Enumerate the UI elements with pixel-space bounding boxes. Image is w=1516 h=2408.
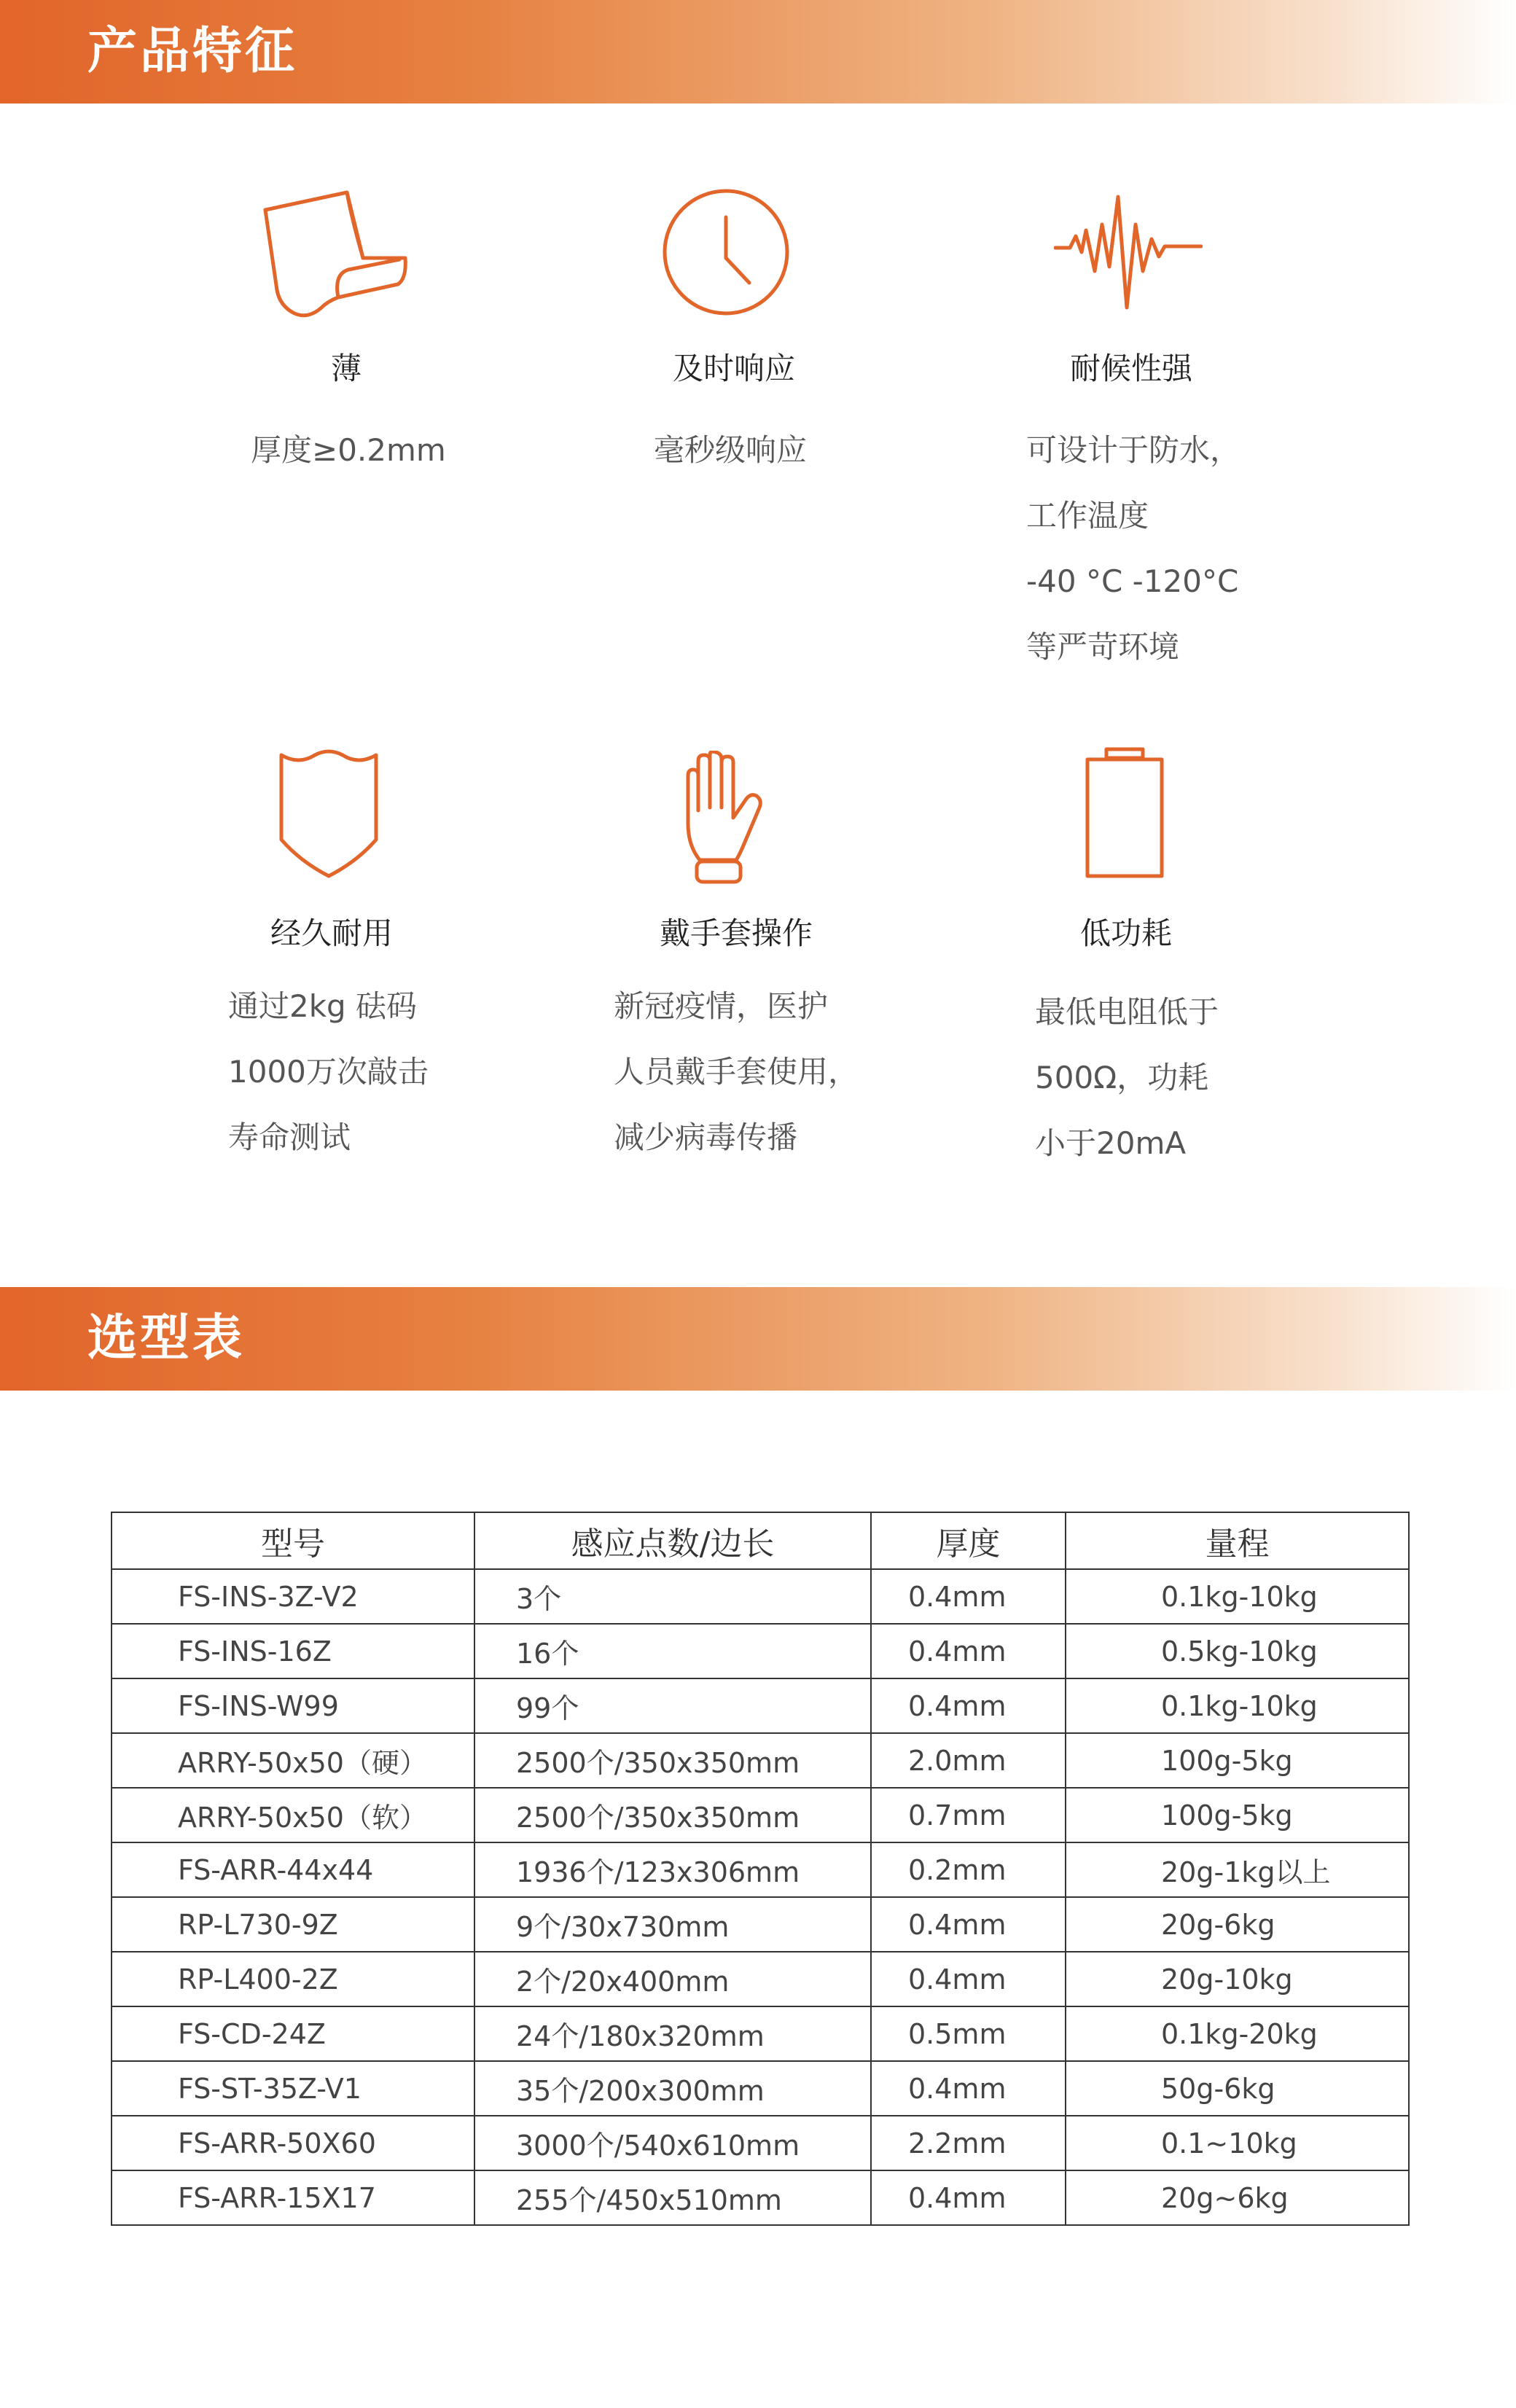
cell-model: FS-ARR-44x44: [112, 1842, 474, 1897]
feature-desc: [654, 418, 807, 483]
feature-desc-line: 最低电阻低于: [1035, 994, 1219, 1030]
column-header-points: 感应点数/边长: [474, 1512, 871, 1569]
column-header-model: 型号: [112, 1512, 474, 1569]
feature-desc-line: 1000万次敲击: [228, 1054, 429, 1090]
cell-model: FS-ST-35Z-V1: [112, 2061, 474, 2116]
cell-points: 2500个/350x350mm: [474, 1788, 871, 1842]
feature-title: 戴手套操作: [659, 915, 813, 951]
cell-thickness: 0.4mm: [871, 1897, 1066, 1952]
table-row: [112, 1569, 1409, 1624]
cell-points: 99个: [474, 1678, 871, 1733]
features-section-title: 产品特征: [87, 23, 298, 80]
cell-points: 16个: [474, 1624, 871, 1678]
cell-model: RP-L730-9Z: [112, 1897, 474, 1952]
feature-title: 经久耐用: [270, 915, 393, 951]
waveform-icon: [1054, 191, 1203, 313]
cell-model: FS-CD-24Z: [112, 2006, 474, 2061]
cell-range: 100g-5kg: [1066, 1733, 1409, 1788]
cell-model: FS-INS-W99: [112, 1678, 474, 1733]
paper-scroll-icon: [261, 188, 415, 321]
cell-range: 0.1kg-20kg: [1066, 2006, 1409, 2061]
table-row: [112, 1678, 1409, 1733]
cell-range: 0.1kg-10kg: [1066, 1678, 1409, 1733]
table-row: [112, 2116, 1409, 2170]
cell-thickness: 0.4mm: [871, 1569, 1066, 1624]
cell-points: 35个/200x300mm: [474, 2061, 871, 2116]
cell-points: 9个/30x730mm: [474, 1897, 871, 1952]
feature-desc-line: 可设计于防水，: [1026, 432, 1241, 468]
shield-icon: [277, 746, 380, 879]
feature-title: 及时响应: [672, 351, 795, 386]
table-row: [112, 1788, 1409, 1842]
cell-points: 2500个/350x350mm: [474, 1733, 871, 1788]
cell-range: 100g-5kg: [1066, 1788, 1409, 1842]
cell-range: 20g-1kg以上: [1066, 1842, 1409, 1897]
cell-points: 3个: [474, 1569, 871, 1624]
feature-title: 耐候性强: [1069, 351, 1192, 386]
cell-thickness: 2.2mm: [871, 2116, 1066, 2170]
cell-thickness: 0.2mm: [871, 1842, 1066, 1897]
table-row: [112, 2006, 1409, 2061]
feature-desc-line: 厚度≥0.2mm: [251, 432, 446, 468]
cell-points: 24个/180x320mm: [474, 2006, 871, 2061]
glove-icon: [684, 751, 771, 886]
feature-desc-line: 等严苛环境: [1026, 629, 1180, 665]
cell-range: 20g-10kg: [1066, 1952, 1409, 2006]
cell-range: 0.5kg-10kg: [1066, 1624, 1409, 1678]
table-body: [112, 1569, 1409, 2225]
selection-banner: [0, 1287, 1516, 1391]
cell-points: 2个/20x400mm: [474, 1952, 871, 2006]
cell-points: 255个/450x510mm: [474, 2170, 871, 2225]
cell-thickness: 0.4mm: [871, 2170, 1066, 2225]
feature-desc-line: 500Ω，功耗: [1035, 1060, 1209, 1095]
cell-thickness: 0.4mm: [871, 1952, 1066, 2006]
table-row: [112, 1897, 1409, 1952]
table-row: [112, 1624, 1409, 1678]
features-banner: [0, 0, 1516, 103]
cell-model: FS-ARR-50X60: [112, 2116, 474, 2170]
cell-range: 50g-6kg: [1066, 2061, 1409, 2116]
cell-thickness: 0.5mm: [871, 2006, 1066, 2061]
cell-model: FS-INS-16Z: [112, 1624, 474, 1678]
clock-icon: [662, 188, 790, 316]
feature-desc: [251, 418, 446, 483]
table-row: [112, 1952, 1409, 2006]
feature-desc: [228, 974, 429, 1170]
cell-points: 3000个/540x610mm: [474, 2116, 871, 2170]
feature-desc-line: 小于20mA: [1035, 1125, 1187, 1161]
feature-desc-line: 寿命测试: [228, 1119, 351, 1155]
selection-section-title: 选型表: [87, 1310, 246, 1367]
column-header-thickness: 厚度: [871, 1512, 1066, 1569]
feature-desc-line: -40 °C -120°C: [1026, 563, 1239, 599]
column-header-range: 量程: [1066, 1512, 1409, 1569]
cell-model: FS-INS-3Z-V2: [112, 1569, 474, 1624]
cell-model: FS-ARR-15X17: [112, 2170, 474, 2225]
feature-desc: [1026, 418, 1240, 680]
cell-thickness: 0.4mm: [871, 1624, 1066, 1678]
cell-model: RP-L400-2Z: [112, 1952, 474, 2006]
table-row: [112, 2061, 1409, 2116]
feature-title: 低功耗: [1079, 915, 1172, 951]
cell-range: 20g-6kg: [1066, 1897, 1409, 1952]
table-row: [112, 2170, 1409, 2225]
feature-desc-line: 通过2kg 砝码: [228, 988, 418, 1024]
cell-model: ARRY-50x50（硬）: [112, 1733, 474, 1788]
feature-desc-line: 工作温度: [1026, 498, 1149, 533]
table-row: [112, 1842, 1409, 1897]
table-row: [112, 1733, 1409, 1788]
cell-range: 20g~6kg: [1066, 2170, 1409, 2225]
cell-model: ARRY-50x50（软）: [112, 1788, 474, 1842]
feature-desc: [614, 974, 859, 1170]
cell-thickness: 0.4mm: [871, 2061, 1066, 2116]
battery-icon: [1085, 746, 1165, 879]
cell-range: 0.1~10kg: [1066, 2116, 1409, 2170]
feature-desc-line: 人员戴手套使用，: [614, 1054, 859, 1090]
feature-desc-line: 毫秒级响应: [654, 432, 808, 468]
feature-desc-line: 减少病毒传播: [614, 1119, 798, 1155]
cell-thickness: 2.0mm: [871, 1733, 1066, 1788]
cell-thickness: 0.4mm: [871, 1678, 1066, 1733]
selection-table: [111, 1512, 1410, 2226]
feature-title: 薄: [330, 351, 362, 386]
cell-thickness: 0.7mm: [871, 1788, 1066, 1842]
cell-range: 0.1kg-10kg: [1066, 1569, 1409, 1624]
cell-points: 1936个/123x306mm: [474, 1842, 871, 1897]
feature-desc: [1035, 980, 1219, 1176]
table-header-row: [112, 1512, 1409, 1569]
feature-desc-line: 新冠疫情，医护: [614, 988, 829, 1024]
